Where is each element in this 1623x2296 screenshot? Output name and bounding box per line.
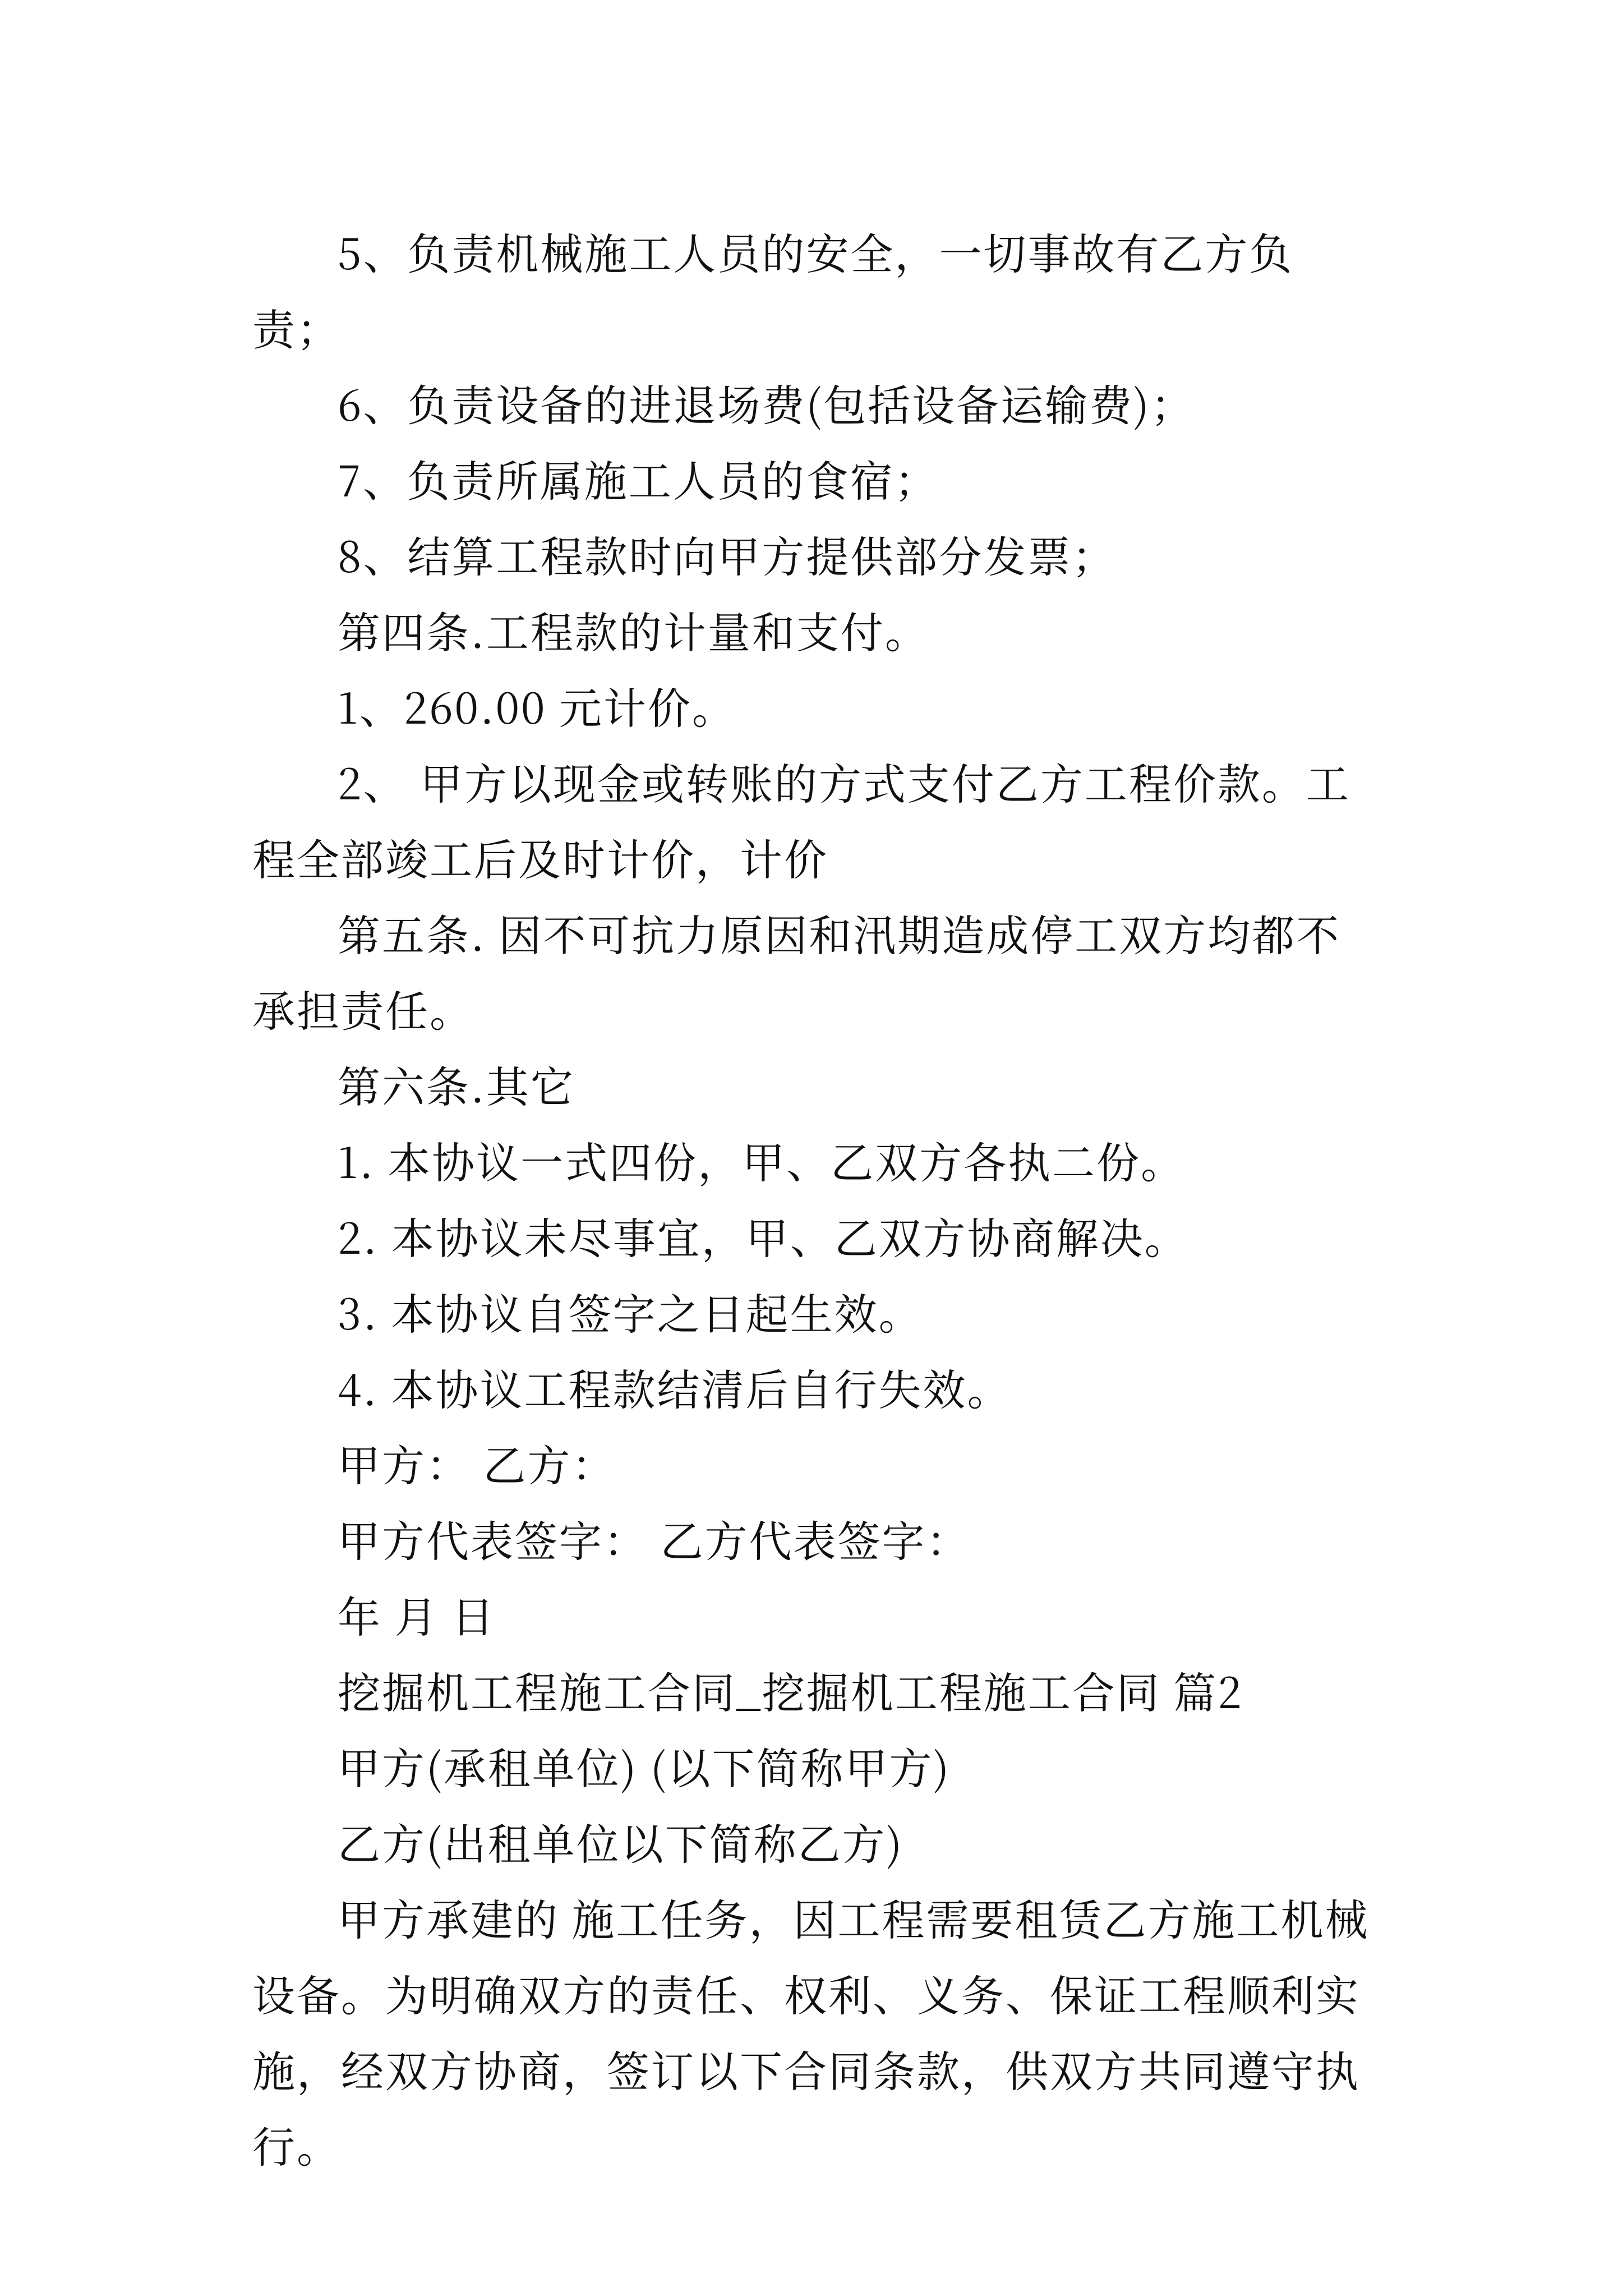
paragraph-item-8: 8、结算工程款时向甲方提供部分发票；: [338, 523, 1117, 585]
article-5-paragraph: 第五条. 因不可抗力原因和汛期造成停工双方均都不承担责任。: [252, 902, 1341, 1039]
other-item-2: 2. 本协议未尽事宜，甲、乙双方协商解决。: [338, 1205, 1189, 1266]
paragraph-item-7: 7、负责所属施工人员的食宿；: [338, 448, 939, 509]
party-line: 甲方： 乙方：: [338, 1432, 616, 1493]
article-4-heading: 第四条.工程款的计量和支付。: [338, 599, 929, 660]
party-b-description: 乙方(出租单位以下简称乙方): [338, 1811, 904, 1872]
contract-intro-paragraph: 甲方承建的 施工任务，因工程需要租赁乙方施工机械设备。为明确双方的责任、权利、义务、保证工程顺利实施，经双方协商，签订以下合同条款，供双方共同遵守执行。: [252, 1887, 1370, 2175]
paragraph-item-5: 5、负责机械施工人员的安全，一切事故有乙方负责；: [252, 220, 1294, 357]
other-item-4: 4. 本协议工程款结清后自行失效。: [338, 1356, 1012, 1418]
other-item-3: 3. 本协议自签字之日起生效。: [338, 1281, 923, 1342]
payment-item-2: 2、 甲方以现金或转账的方式支付乙方工程价款。工程全部竣工后及时计价，计价: [252, 751, 1350, 887]
paragraph-item-6: 6、负责设备的进退场费(包括设备运输费)；: [338, 372, 1195, 433]
contract-title-2: 挖掘机工程施工合同_挖掘机工程施工合同 篇2: [338, 1659, 1243, 1720]
payment-item-1: 1、260.00 元计价。: [338, 675, 736, 736]
document-body: [252, 213, 1380, 2182]
other-item-1: 1. 本协议一式四份，甲、乙双方各执二份。: [338, 1129, 1186, 1190]
signature-line: 甲方代表签字： 乙方代表签字：: [338, 1508, 971, 1569]
article-6-heading: 第六条.其它: [338, 1053, 575, 1115]
date-line: 年 月 日: [338, 1584, 496, 1645]
party-a-description: 甲方(承租单位) (以下简称甲方): [338, 1735, 951, 1796]
